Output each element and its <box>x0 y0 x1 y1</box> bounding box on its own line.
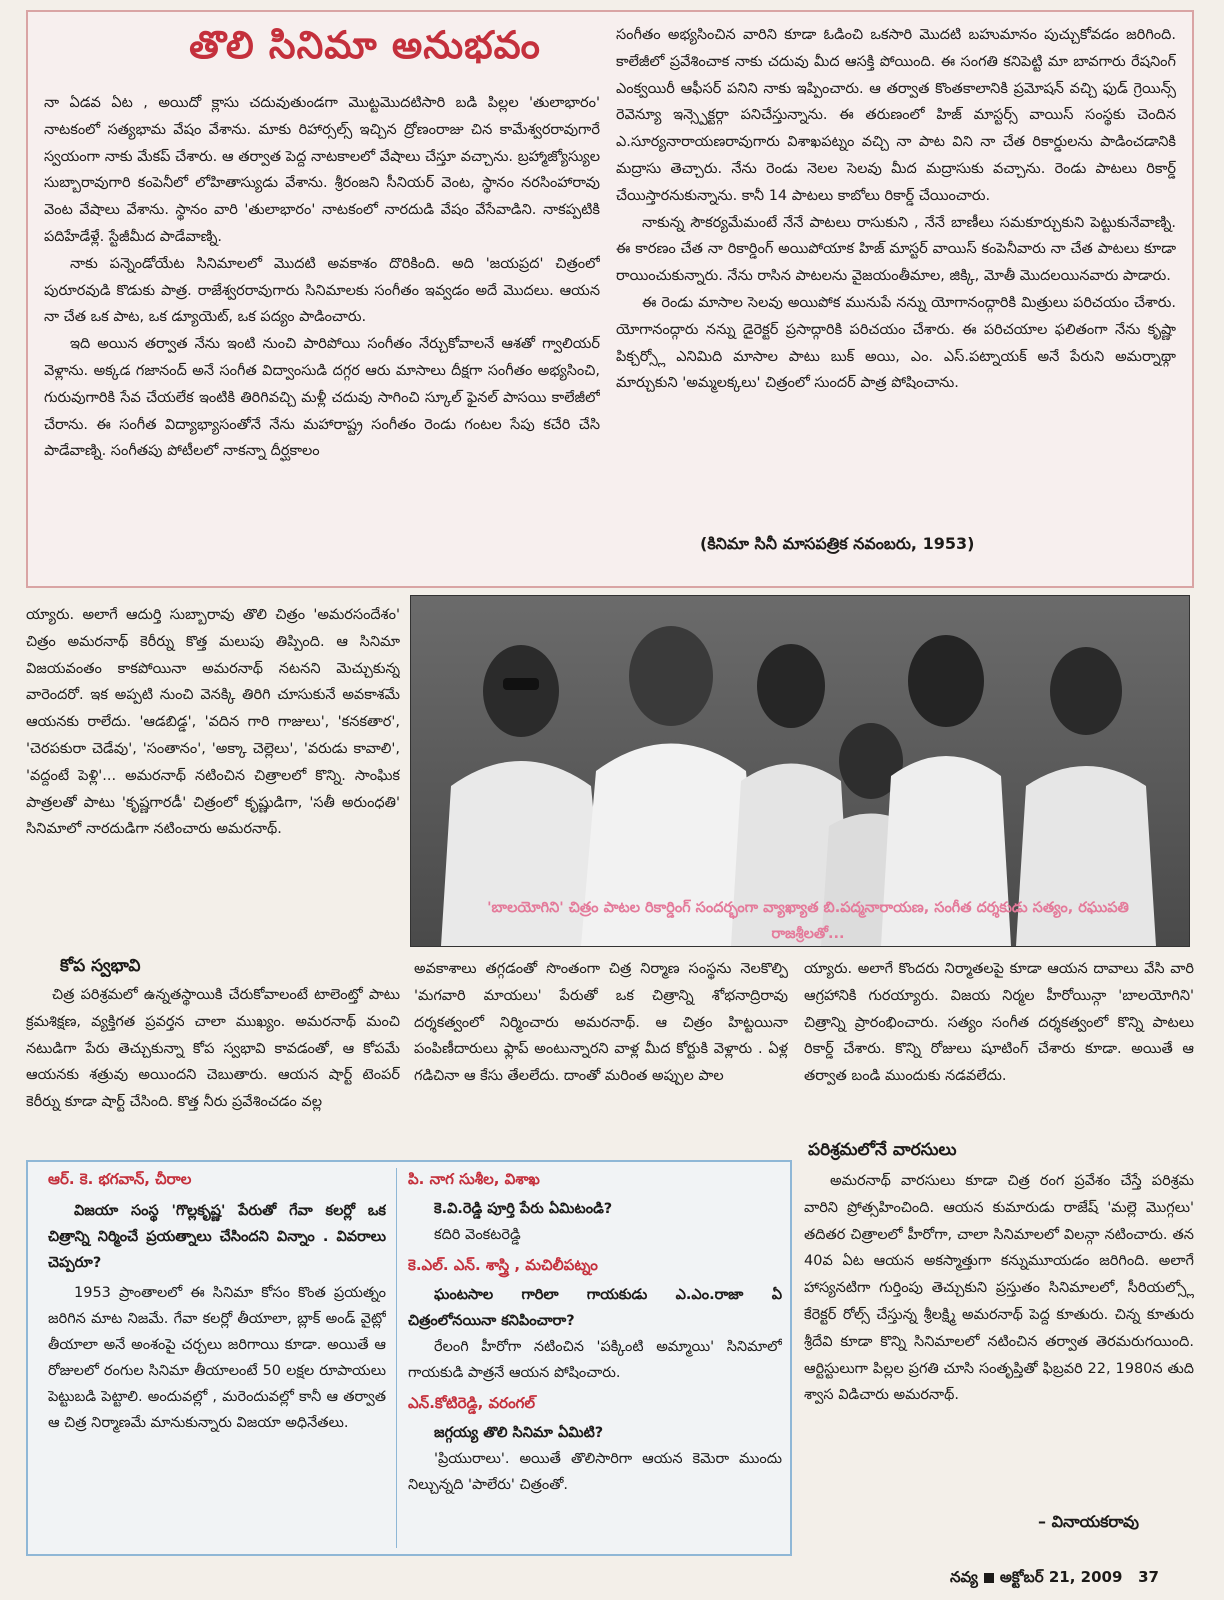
memoir-column-left <box>44 90 600 582</box>
memoir-paragraph: ఇది అయిన తర్వాత నేను ఇంటి నుంచి పారిపోయి సంగీతం నేర్చుకోవాలనే ఆశతో గ్వాలియర్ వెళ్లాను. అక్కడ గజానంద్ అనే సంగీత విద్వాంసుడి దగ్గర ఆరు మాసాలు దీక్షగా సంగీతం అభ్యసించి, గురువుగారికి సేవ చేయలేక ఇంటికి తిరిగివచ్చి మళ్లీ చదువు సాగించి స్కూల్ ఫైనల్ పాసయి కాలేజీలో చేరాను. ఈ సంగీత విద్యాభ్యాసంతోనే నేను మహారాష్ట్ర సంగీతం రెండు గంటల సేపు కచేరి చేసి పాడేవాణ్ని. సంగీతపు పోటీలలో నాకన్నా దీర్ఘకాలం <box>44 336 600 460</box>
qa-asker: ఎన్.కోటిరెడ్డి, వరంగల్ <box>408 1394 536 1412</box>
article-paragraph: అమరనాథ్ వారసులు కూడా చిత్ర రంగ ప్రవేశం చేస్తే పరిశ్రమ వారిని ప్రోత్సహించింది. ఆయన కుమారుడు రాజేష్ 'మల్లె మొగ్గలు' తదితర చిత్రాలలో హీరోగా, చాలా సినిమాలలో విలన్గా నటించారు. తన 40వ ఏట ఆయన అకస్మాత్తుగా కన్నుమూయడం జరిగింది. అలాగే హాస్యనటిగా గుర్తింపు తెచ్చుకుని ప్రస్తుతం సినిమాలలో, సీరియల్స్లో కేరెక్టర్ రోల్స్ చేస్తున్న శ్రీలక్ష్మి అమరనాథ్ పెద్ద కూతురు. చిన్న కూతురు శ్రీదేవి కూడా కొన్ని సినిమాలలో నటించిన తర్వాత తెరమరుగయింది. ఆర్టిస్టులుగా పిల్లల ప్రగతి చూసి సంతృప్తితో ఫిబ్రవరి 22, 1980న తుది శ్వాస విడిచారు అమరనాథ్. <box>804 1173 1194 1404</box>
qa-item <box>408 1394 782 1498</box>
page-number: 37 <box>1138 1568 1159 1586</box>
article-paragraph: య్యారు. అలాగే ఆదుర్తి సుబ్బారావు తొలి చిత్రం 'అమరసందేశం' చిత్రం అమరనాథ్ కెరీర్ను కొత్త మలుపు తిప్పింది. ఆ సినిమా విజయవంతం కాకపోయినా అమరనాథ్ నటనని మెచ్చుకున్న వారెందరో. ఇక అప్పటి నుంచి వెనక్కి తిరిగి చూసుకునే అవకాశమే ఆయనకు రాలేదు. 'ఆడబిడ్డ', 'వదిన గారి గాజులు', 'కనకతార', 'చెరపకురా చెడేవు', 'సంతానం', 'అక్కా చెల్లెలు', 'వరుడు కావాలి', 'వద్దంటే పెళ్లి'... అమరనాథ్ నటించిన చిత్రాలలో కొన్ని. సాంఘిక పాత్రలతో పాటు 'కృష్ణగారడీ' చిత్రంలో కృష్ణుడిగా, 'సతీ అరుంధతి' సినిమాలో నారదుడిగా నటించారు అమరనాథ్. <box>26 607 400 838</box>
memoir-paragraph: సంగీతం అభ్యసించిన వారిని కూడా ఓడించి ఒకసారి మొదటి బహుమానం పుచ్చుకోవడం జరిగింది. కాలేజీలో ప్రవేశించాక నాకు చదువు మీద ఆసక్తి పోయింది. ఈ సంగతి కనిపెట్టి మా బావగారు రేషనింగ్ ఎంక్వయిరీ ఆఫీసర్ పనిని నాకు ఇప్పించారు. ఆ తర్వాత కొంతకాలానికి ప్రమోషన్ వచ్చి ఫుడ్ గ్రెయిన్స్ రెవెన్యూ ఇన్స్పెక్టర్గా పనిచేస్తున్నాను. ఈ తరుణంలో హిజ్ మాస్టర్స్ వాయిస్ సంస్థకు చెందిన ఎ.సూర్యనారాయణరావుగారు విశాఖపట్నం వచ్చి నా పాట విని నా చేత రికార్డులను పాడించడానికి మద్రాసు తెచ్చారు. నేను రెండు నెలల సెలవు మీద మద్రాసుకు వచ్చాను. రెండు పాటలు రికార్డ్ చేయిస్తారనుకున్నాను. కానీ 14 పాటలు కాబోలు రికార్డ్ చేయించారు. <box>616 27 1176 204</box>
memoir-source: (కినిమా సినీ మాసపత్రిక నవంబరు, 1953) <box>700 534 975 553</box>
article-paragraph: చిత్ర పరిశ్రమలో ఉన్నతస్థాయికి చేరుకోవాలంటే టాలెంట్తో పాటు క్రమశిక్షణ, వ్యక్తిగత ప్రవర్తన చాలా ముఖ్యం. అమరనాథ్ మంచి నటుడిగా పేరు తెచ్చుకున్నా కోప స్వభావి కావడంతో, ఆ కోపమే ఆయనకు శత్రువు అయిందని చెబుతారు. ఆయన షార్ట్ టెంపర్ కెరీర్ను కూడా షార్ట్ చేసింది. కొత్త నీరు ప్రవేశించడం వల్ల <box>26 987 400 1111</box>
subheading-heirs: పరిశ్రమలోనే వారసులు <box>808 1140 957 1160</box>
subheading-anger: కోప స్వభావి <box>60 956 141 976</box>
square-bullet-icon <box>984 1573 994 1583</box>
qa-asker: కె.ఎల్. ఎన్. శాస్త్రి , మచిలీపట్నం <box>408 1256 598 1274</box>
memoir-paragraph: ఈ రెండు మాసాల సెలవు అయిపోక మునుపే నన్ను యోగానంద్గారికి మిత్రులు పరిచయం చేశారు. యోగానంద్గారు నన్ను డైరెక్టర్ ప్రసాద్గారికి పరిచయం చేశారు. ఈ పరిచయాల ఫలితంగా నేను కృష్ణా పిక్చర్స్లో ఎనిమిది మాసాల పాటు బుక్ అయి, ఎం. ఎస్.పట్నాయక్ అనే పేరుని అమర్నాథ్గా మార్చుకుని 'అమ్మలక్కలు' చిత్రంలో సుందర్ పాత్ర పోషించాను. <box>616 294 1176 392</box>
article-column-left <box>26 602 400 950</box>
article-column-middle <box>414 956 788 1156</box>
qa-answer: 1953 ప్రాంతాలలో ఈ సినిమా కోసం కొంత ప్రయత్నం జరిగిన మాట నిజమే. గేవా కలర్లో తీయాలా, బ్లాక్ అండ్ వైట్లో తీయాలా అనే అంశంపై చర్చలు జరిగాయి కూడా. అయితే ఆ రోజులలో రంగుల సినిమా తీయాలంటే 50 లక్షల రూపాయలు పెట్టుబడి పెట్టాలి. అందువల్లో , మరెందువల్లో కానీ ఆ తర్వాత ఆ చిత్ర నిర్మాణమే మానుకున్నారు విజయా అధినేతలు. <box>48 1285 386 1431</box>
qa-column-left <box>48 1170 386 1550</box>
qa-question: ఘంటసాల గారిలా గాయకుడు ఎ.ఎం.రాజా ఏ చిత్రంలోనయినా కనిపించారా? <box>408 1287 782 1329</box>
memoir-column-right <box>616 22 1176 522</box>
page-footer <box>950 1568 1159 1590</box>
memoir-paragraph: నాకున్న సౌకర్యమేమంటే నేనే పాటలు రాసుకుని , నేనే బాణీలు సమకూర్చుకుని పెట్టుకునేవాణ్ని. ఈ కారణం చేత నా రికార్డింగ్ అయిపోయాక హిజ్ మాస్టర్ వాయిస్ కంపెనీవారు నా చేత పాటలు కూడా రాయించుకున్నారు. నేను రాసిన పాటలను వైజయంతీమాల, జిక్కి, మోతీ మొదలయినవారు పాడారు. <box>616 214 1176 285</box>
photo-caption: 'బాలయోగిని' చిత్రం పాటల రికార్డింగ్ సందర్భంగా వ్యాఖ్యాత బి.పద్మనారాయణ, సంగీత దర్శకుడు సత్యం, రఘుపతి రాజశ్రీలతో... <box>487 900 1129 942</box>
qa-question: కె.వి.రెడ్డి పూర్తి పేరు ఏమిటండి? <box>434 1201 613 1217</box>
qa-asker: పి. నాగ సుశీల, విశాఖ <box>408 1170 540 1188</box>
qa-question: విజయా సంస్థ 'గొల్లకృష్ణ' పేరుతో గేవా కలర్లో ఒక చిత్రాన్ని నిర్మించే ప్రయత్నాలు చేసిందని విన్నాం . వివరాలు చెప్పరూ? <box>48 1203 386 1271</box>
qa-column-right <box>408 1170 782 1550</box>
publication-date: అక్టోబర్ 21, 2009 <box>999 1568 1123 1586</box>
article-column-right <box>804 956 1194 1136</box>
article-column-right-lower <box>804 1168 1194 1508</box>
author-signature: – వినాయకరావు <box>1038 1512 1139 1531</box>
memoir-paragraph: నా ఏడవ ఏట , అయిదో క్లాసు చదువుతుండగా మొట్టమొదటిసారి బడి పిల్లల 'తులాభారం' నాటకంలో సత్యభామ వేషం వేశాను. మాకు రిహార్సల్స్ ఇచ్చిన ద్రోణంరాజు చిన కామేశ్వరరావుగారే స్వయంగా నాకు మేకప్ చేశారు. ఆ తర్వాత పెద్ద నాటకాలలో వేషాలు చేస్తూ వచ్చాను. బ్రహ్మాజ్యోస్యుల సుబ్బారావుగారి కంపెనీలో లోహితాస్యుడు వేశాను. శ్రీరంజని సీనియర్ వెంట, స్థానం నరసింహారావు వెంట వేషాలు వేశాను. స్థానం వారి 'తులాభారం' నాటకంలో నారదుడి వేషం వేసేవాడిని. నాకప్పటికి పదిహేడేళ్లే. స్టేజీమీద పాడేవాణ్ని. <box>44 95 600 245</box>
photo-illustration <box>411 596 1189 946</box>
qa-answer: కదిరి వెంకటరెడ్డి <box>434 1227 521 1243</box>
qa-divider <box>396 1168 397 1548</box>
qa-item <box>408 1170 782 1248</box>
qa-item <box>48 1170 386 1436</box>
qa-item <box>408 1256 782 1386</box>
article-paragraph: అవకాశాలు తగ్గడంతో సొంతంగా చిత్ర నిర్మాణ సంస్థను నెలకొల్పి 'మగవారి మాయలు' పేరుతో ఒక చిత్రాన్ని శోభనాద్రిరావు దర్శకత్వంలో నిర్మించారు అమరనాథ్. ఆ చిత్రం హిట్టయినా పంపిణీదారులు ఫ్లాప్ అంటున్నారని వాళ్ల మీద కోర్టుకి వెళ్లారు . ఏళ్ల గడిచినా ఆ కేసు తేలలేదు. దాంతో మరింత అప్పుల పాల <box>414 961 788 1085</box>
publication-name: నవ్య <box>950 1568 978 1586</box>
qa-answer: రేలంగి హీరోగా నటించిన 'పక్కింటి అమ్మాయి' సినిమాలో గాయకుడి పాత్రనే ఆయన పోషించారు. <box>408 1339 782 1381</box>
qa-answer: 'ప్రియురాలు'. అయితే తొలిసారిగా ఆయన కెమెరా ముందు నిల్చున్నది 'పాలేరు' చిత్రంతో. <box>408 1451 782 1493</box>
qa-question: జగ్గయ్య తొలి సినిమా ఏమిటి? <box>434 1425 604 1441</box>
qa-asker: ఆర్. కె. భగవాన్, చీరాల <box>48 1170 192 1188</box>
article-paragraph: య్యారు. అలాగే కొందరు నిర్మాతలపై కూడా ఆయన దావాలు వేసి వారి ఆగ్రహానికి గురయ్యారు. విజయ నిర్మల హీరోయిన్గా 'బాలయోగిని' చిత్రాన్ని ప్రారంభించారు. సత్యం సంగీత దర్శకత్వంలో కొన్ని పాటలు రికార్డ్ చేశారు. కొన్ని రోజులు షూటింగ్ చేశారు కూడా. అయితే ఆ తర్వాత బండి ముందుకు నడవలేదు. <box>804 961 1194 1085</box>
memoir-title: తొలి సినిమా అనుభవం <box>189 22 541 67</box>
article-column-left-lower <box>26 982 400 1148</box>
memoir-paragraph: నాకు పన్నెండోయేట సినిమాలలో మొదటి అవకాశం దొరికింది. అది 'జయప్రద' చిత్రంలో పురూరవుడి కొడుకు పాత్ర. రాజేశ్వరరావుగారు సినిమాలకు సంగీతం ఇవ్వడం అదే మొదలు. ఆయన నా చేత ఒక పాట, ఒక డ్యూయెట్, ఒక పద్యం పాడించారు. <box>44 255 600 326</box>
